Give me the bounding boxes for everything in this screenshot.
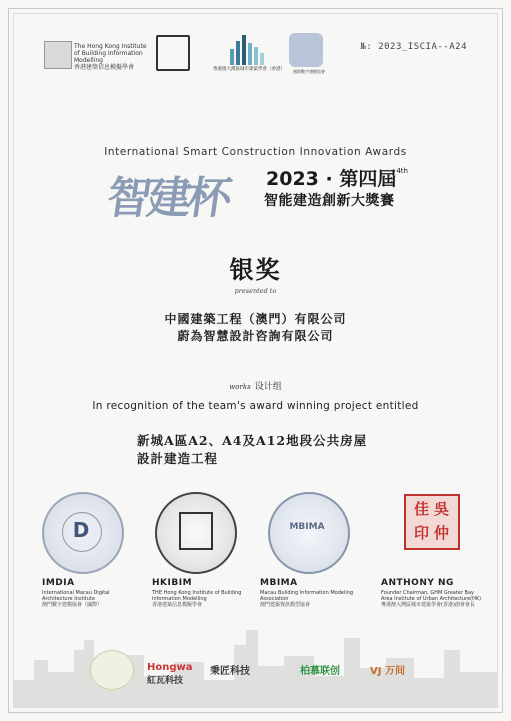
award-edition-text: 2023 · 第四屆 — [266, 168, 397, 190]
mbima-seal — [268, 492, 350, 574]
presented-to: presented to — [234, 287, 277, 295]
stamp-char-3: 仲 — [434, 524, 450, 542]
award-title-en: International Smart Construction Innovation Awards — [104, 146, 407, 158]
recipient-company-2: 蔚為智慧設計咨詢有限公司 — [177, 329, 334, 343]
award-event-cn: 智能建造創新大獎賽 — [264, 193, 395, 209]
hkibim-logo-icon — [44, 41, 72, 69]
stamp-char-2: 佳 — [414, 500, 430, 518]
signatory-line: Architecture Institute — [42, 596, 95, 602]
gba-logo — [204, 35, 294, 81]
sponsor-wanjian: VJ 万间 — [370, 666, 405, 677]
sponsor-jiangi: 秉匠科技 — [210, 666, 250, 677]
db-logo — [289, 33, 325, 79]
certificate-number: №: 2023_ISCIA--A24 — [360, 42, 467, 52]
recipient-company-1: 中國建築工程（澳門）有限公司 — [164, 312, 347, 326]
iscia-badge-icon — [90, 650, 134, 690]
sponsor-hongwa-en: Hongwa — [147, 662, 193, 673]
project-title-line-1: 新城A區A2、A4及A12地段公共房屋 — [137, 433, 368, 448]
award-calligraphy: 智建杯 — [103, 173, 231, 224]
signatory-line: Macau Building Information Modeling Association — [260, 590, 354, 602]
signatory-name: MBIMA — [260, 578, 298, 588]
signatory-imdia — [42, 578, 142, 608]
signatory-anthony-ng — [381, 578, 491, 608]
works-label: works — [229, 383, 251, 391]
signatory-line: 粵港澳大灣區城市建築學會(香港)創會會長 — [381, 602, 475, 608]
gba-logo-text: 粵港澳大灣區城市建築學會（香港） — [213, 67, 285, 72]
signatory-line: THE Hong Kong Institute of Building — [152, 590, 242, 596]
works-category — [0, 379, 511, 392]
mbima-seal-text: MBIMA — [289, 522, 325, 532]
project-title-line-2: 設計建造工程 — [137, 451, 219, 466]
signatory-line: Founder Chairman, GHM Greater Bay — [381, 590, 474, 596]
recognition-text: In recognition of the team's award winning project entitled — [92, 400, 419, 412]
signatory-line: 澳門建築資訊模型協會 — [260, 602, 311, 608]
signatory-name: IMDIA — [42, 578, 75, 588]
signatory-line: Area Institute of Urban Architecture(HK) — [381, 596, 482, 602]
signatory-line: 澳門數字建模協會（國際） — [42, 602, 103, 608]
award-edition — [266, 164, 408, 191]
personal-seal-stamp — [404, 494, 460, 550]
imdia-seal-letter: D — [72, 518, 90, 542]
stamp-char-1: 吳 — [434, 500, 450, 518]
prize-title: 银奖 — [229, 255, 282, 284]
imdia-seal — [42, 492, 124, 574]
signatory-line: 香港建築信息模擬學會 — [152, 602, 203, 608]
stamp-char-4: 印 — [414, 524, 430, 542]
signatory-name: HKIBIM — [152, 578, 193, 588]
tower-logo-icon — [156, 35, 190, 71]
signatory-mbima — [260, 578, 370, 608]
works-category-text: 设计组 — [254, 382, 282, 392]
seals-row — [40, 492, 480, 572]
skyline-bars-icon — [224, 35, 274, 65]
sponsors-row — [90, 650, 460, 690]
sponsor-hongwa — [147, 662, 193, 686]
sponsor-hongwa-cn: 紅瓦科技 — [147, 676, 184, 686]
hkibim-seal — [155, 492, 237, 574]
signatory-line: Information Modelling — [152, 596, 207, 602]
db-logo-icon — [289, 33, 323, 67]
hkibim-seal-tower-icon — [179, 512, 213, 550]
hkibim-logo-text-en: The Hong Kong Institute of Building Information Modelling — [74, 43, 147, 64]
hkibim-logo — [44, 35, 147, 79]
award-edition-sup: 4th — [396, 167, 408, 175]
hkibim-logo-text-cn: 香港建築信息模擬學會 — [74, 64, 135, 71]
db-logo-text: 國際數字建模協會 — [293, 69, 325, 74]
signatory-hkibim — [152, 578, 252, 608]
signatory-line: International Macau Digital — [42, 590, 110, 596]
signatory-name: ANTHONY NG — [381, 578, 454, 588]
sponsor-bomu: 柏慕联创 — [300, 666, 340, 677]
